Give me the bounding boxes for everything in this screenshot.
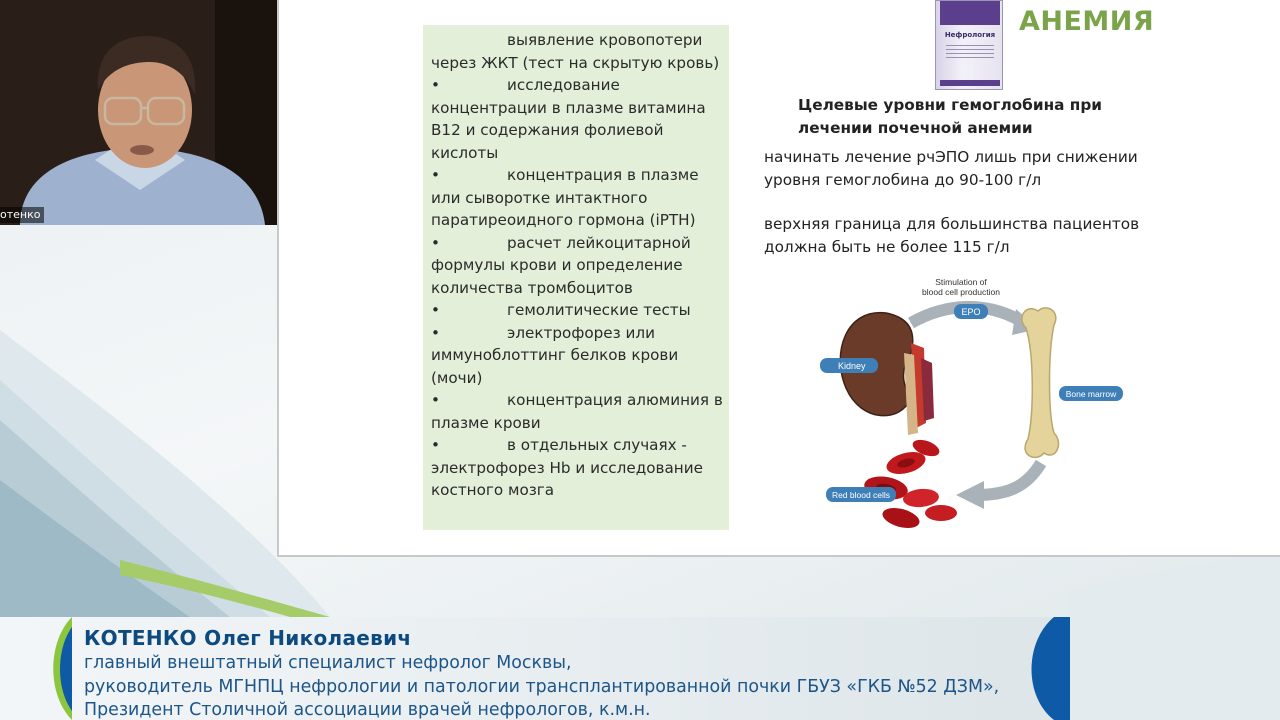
list-item-text: или сыворотке интактного: [431, 188, 648, 207]
upper-limit-text: верхняя граница для большинства пациентов должна быть не более 115 г/л: [764, 215, 1140, 256]
epo-cycle-diagram: [816, 273, 1126, 538]
epo-label: EPO: [961, 307, 981, 317]
list-item-text: костного мозга: [431, 481, 555, 499]
list-item-text: формулы крови и определение: [431, 256, 683, 274]
list-item: • концентрация алюминия в: [431, 391, 723, 409]
bone-icon: [1022, 308, 1059, 458]
speaker-title-line: руководитель МГНПЦ нефрологии и патологии трансплантированной почки ГБУЗ «ГКБ №52 ДЗМ»,: [84, 677, 1000, 697]
speaker-video: [0, 0, 277, 225]
list-item: • электрофорез или: [431, 323, 655, 342]
diagnostics-list-box: [423, 25, 729, 530]
speaker-title-line: Президент Столичной ассоциации врачей нефрологов, к.м.н.: [84, 700, 651, 720]
list-item: • в отдельных случаях -: [431, 436, 687, 454]
list-item-text: В12 и содержания фолиевой: [431, 121, 664, 139]
list-item: • исследование: [431, 76, 620, 94]
list-item-text: иммуноблоттинг белков крови: [431, 346, 679, 364]
speaker-name: КОТЕНКО Олег Николаевич: [84, 626, 412, 650]
list-item-text: концентрации в плазме витамина: [431, 98, 706, 117]
bone-marrow-label: Bone marrow: [1065, 389, 1117, 399]
presentation-slide: [277, 0, 1280, 557]
stimulation-label: Stimulation of: [935, 277, 987, 287]
list-item: • расчет лейкоцитарной: [431, 233, 691, 252]
participant-name-tag: отенко: [0, 207, 44, 223]
book-title: Нефрология: [944, 31, 996, 39]
list-item-text: (мочи): [431, 368, 483, 387]
kidney-label: Kidney: [838, 361, 866, 371]
slide-title: АНЕМИЯ: [1019, 6, 1155, 37]
intro-line: через ЖКТ (тест на скрытую кровь): [431, 53, 720, 72]
red-blood-cells-label: Red blood cells: [831, 490, 891, 500]
book-cover-image: [935, 0, 1003, 90]
banner-left-cap: [42, 617, 72, 720]
target-levels-heading: Целевые уровни гемоглобина при лечении почечной анемии: [798, 96, 1103, 137]
speaker-title-line: главный внештатный специалист нефролог Москвы,: [84, 653, 572, 673]
list-item: • концентрация в плазме: [431, 166, 699, 184]
list-item-text: кислоты: [431, 143, 499, 162]
banner-right-cap: [1024, 617, 1070, 720]
list-item-text: электрофорез Hb и исследование: [431, 458, 703, 477]
list-item: • гемолитические тесты: [431, 301, 691, 319]
webcam-feed: [0, 0, 277, 225]
list-item-text: плазме крови: [431, 413, 541, 432]
treatment-start-text: начинать лечение рчЭПО лишь при снижении уровня гемоглобина до 90-100 г/л: [764, 148, 1138, 189]
stimulation-label: blood cell production: [922, 287, 1000, 297]
list-item-text: количества тромбоцитов: [431, 278, 633, 297]
intro-line: выявление кровопотери: [507, 31, 703, 49]
list-item-text: паратиреоидного гормона (iPTH): [431, 211, 696, 229]
